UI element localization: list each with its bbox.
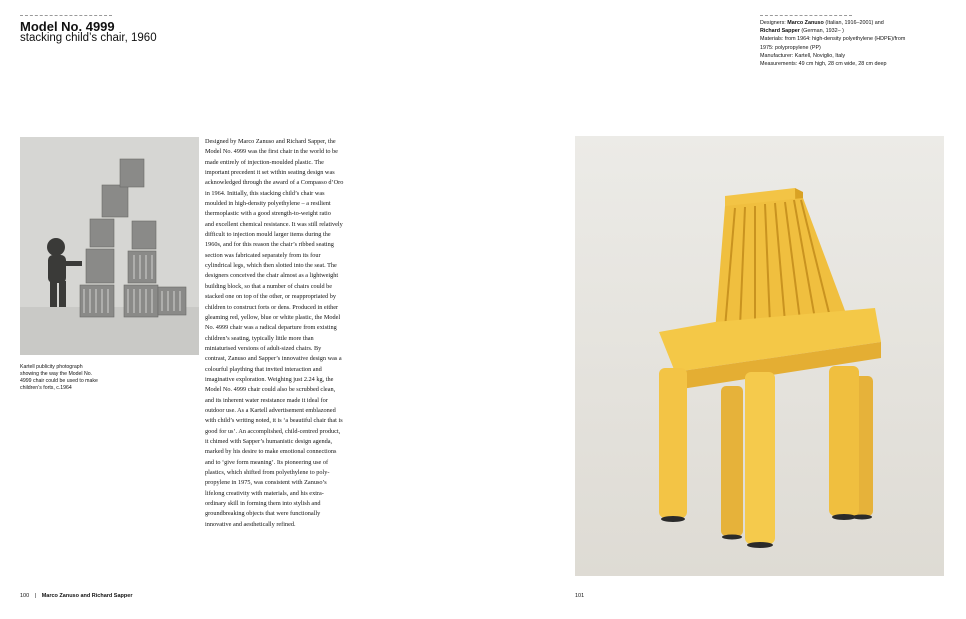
title-rule — [20, 15, 112, 16]
body-text-line: lifelong creativity with materials, and his extra- — [205, 489, 324, 497]
body-text-line: good for us’. An accomplished, child-centred product, — [205, 427, 341, 435]
body-text-line: made entirely of injection-moulded plastic. The — [205, 158, 324, 166]
footer-left — [20, 593, 132, 599]
body-text-line: children to construct forts or dens. Produced in either — [205, 303, 339, 311]
designer-1-name: Marco Zanuso — [787, 20, 824, 26]
body-text-line: stacked one on top of the other, or reappropriated by — [205, 293, 336, 301]
body-text-line: moulded in high-density polyethylene – a resilient — [205, 200, 331, 208]
body-text-line: Model No. 4999 was the first chair in the world to be — [205, 148, 338, 156]
page-title: Model No. 4999 — [20, 19, 115, 34]
photo-caption — [20, 364, 112, 392]
body-text-line: with child’s writing noted, it is ‘a beautiful chair that is — [205, 417, 343, 425]
body-text-line: in 1964. Initially, this stacking child’s chair was — [205, 189, 325, 197]
body-text-line: it chimed with Sapper’s humanistic design agenda, — [205, 437, 333, 445]
body-text-line: miniaturised versions of adult-sized chairs. By — [205, 344, 322, 352]
designer-1-info: (Italian, 1916–2001) and — [825, 20, 884, 26]
body-text-line: groundbreaking objects that were functionally — [205, 510, 321, 518]
body-text-line: and to ‘give form meaning’. Its pioneering use of — [205, 458, 329, 466]
designer-2-name: Richard Sapper — [760, 28, 800, 35]
body-text-line: plastics, which shifted from polyethylene to poly- — [205, 469, 330, 476]
body-text-line: ordinary skill in forming them into stylish and — [205, 500, 321, 508]
body-text-line: 1960s, and for this reason the chair’s ribbed seating — [205, 241, 334, 249]
body-text-line: propylene in 1975, was consistent with Zanuso’s — [205, 479, 327, 487]
body-text-line: difficult to injection mould larger items during the — [205, 231, 331, 239]
publicity-photograph — [20, 137, 199, 355]
body-text-line: thermoplastic with a good strength-to-weight ratio — [205, 210, 331, 218]
manufacturer-line: Manufacturer: Kartell, Noviglio, Italy — [760, 52, 846, 59]
body-text-line: and excellent chemical resistance. It was still relatively — [205, 220, 343, 228]
body-text-line: gleaming red, yellow, blue or white plastic, the Model — [205, 313, 341, 321]
materials-line-2: 1975: polypropylene (PP) — [760, 44, 821, 51]
footer-separator: | — [34, 593, 37, 599]
stacked-chairs-illustration — [20, 137, 199, 355]
body-text-line: designers conceived the chair almost as a lightweight — [205, 272, 339, 280]
specs-rule — [760, 15, 852, 16]
page-number-left: 100 — [20, 593, 30, 599]
designers-label: Designers: — [760, 20, 786, 26]
body-text-line: imaginative exploration. Weighing just 2.24 kg, the — [205, 375, 334, 383]
measurements-line: Measurements: 49 cm high, 28 cm wide, 28 cm deep — [760, 61, 887, 68]
body-text-line: outdoor use. As a Kartell advertisement emblazoned — [205, 406, 336, 414]
page-subtitle: stacking child’s chair, 1960 — [20, 32, 157, 44]
body-text-line: and its inherent water resistance made it ideal for — [205, 396, 328, 404]
materials-line-1: Materials: from 1964: high-density polyethylene (HDPE)/from — [760, 36, 906, 43]
body-text-line: No. 4999 chair was a radical departure from existing — [205, 324, 337, 332]
page-number-right: 101 — [575, 593, 585, 599]
body-text-line: Designed by Marco Zanuso and Richard Sapper, the — [205, 138, 336, 145]
body-text-line: acknowledged through the award of a Compasso d’Oro — [205, 179, 344, 187]
body-text-line: important precedent it set within seating design was — [205, 169, 335, 177]
running-title: Marco Zanuso and Richard Sapper — [41, 593, 133, 599]
body-text-line: building block, so that a number of chairs could be — [205, 282, 333, 290]
specs-block — [760, 19, 960, 68]
caption-line: children’s forts, c.1964 — [20, 385, 72, 391]
designer-2-info: (German, 1932– ) — [801, 28, 844, 35]
body-text-line: innovative and aesthetically refined. — [205, 520, 296, 528]
body-text — [205, 137, 405, 530]
caption-line: 4999 chair could be used to make — [20, 378, 98, 384]
chair-photograph — [575, 136, 944, 576]
body-text-line: Model No. 4999 chair could also be scrubbed clean, — [205, 386, 336, 394]
body-text-line: colourful plaything that invited interaction and — [205, 365, 322, 373]
body-text-line: cylindrical legs, which then slotted into the seat. The — [205, 262, 337, 270]
yellow-chair-illustration — [575, 136, 944, 576]
body-text-line: marked by his desire to make emotional connections — [205, 448, 337, 456]
caption-line: showing the way the Model No. — [20, 371, 93, 377]
caption-line: Kartell publicity photograph — [20, 364, 83, 370]
body-text-line: contrast, Zanuso and Sapper’s innovative design was a — [205, 355, 342, 363]
body-text-line: section was fabricated separately from its four — [205, 251, 321, 259]
body-text-line: children’s seating, typically little more than — [205, 334, 314, 342]
